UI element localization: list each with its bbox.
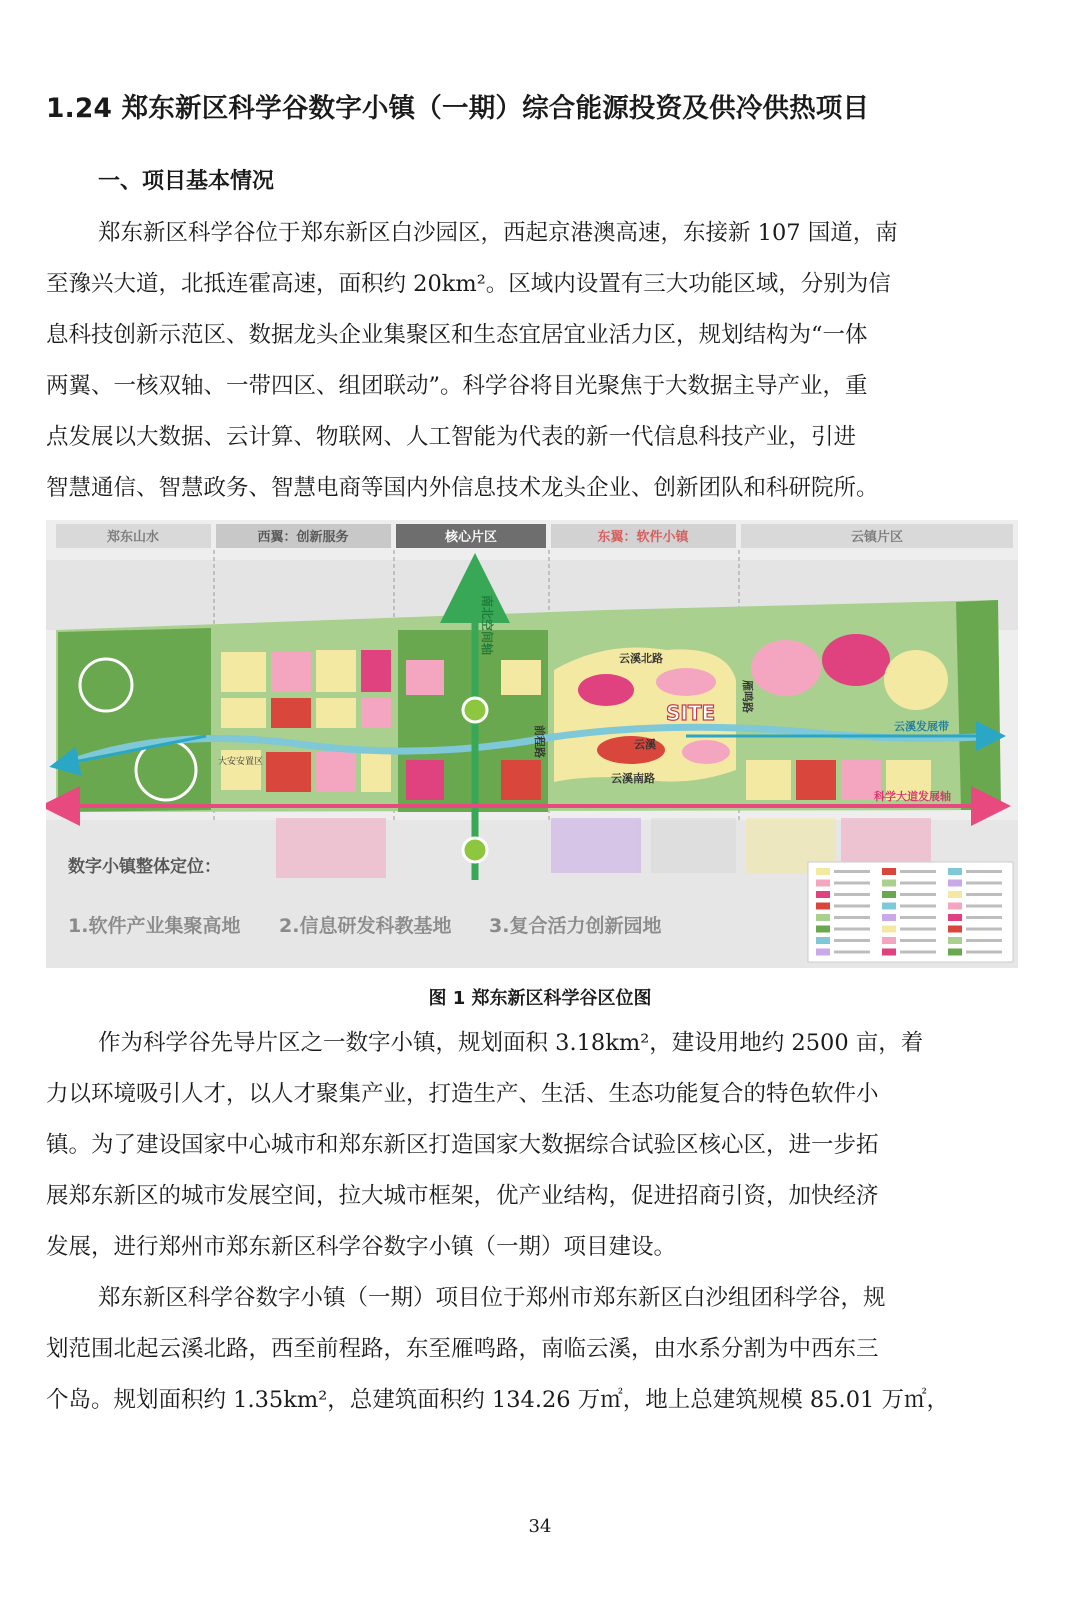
legend-label-placeholder [834,870,870,873]
paragraph-line: 展郑东新区的城市发展空间，拉大城市框架，优产业结构，促进招商引资，加快经济 [46,1183,879,1209]
paragraph-line: 点发展以大数据、云计算、物联网、人工智能为代表的新一代信息科技产业，引进 [46,424,857,450]
map-label-axis: 科学大道发展轴 [874,790,951,803]
legend-swatch [948,926,962,933]
map-label-site: SITE [666,701,716,725]
map-label-axis: 南北空间轴 [480,595,494,656]
legend-label-placeholder [900,939,936,942]
legend-label-placeholder [966,939,1002,942]
legend-swatch [816,891,830,898]
paragraph-line: 两翼、一核双轴、一带四区、组团联动”。科学谷将目光聚焦于大数据主导产业，重 [46,373,868,399]
legend-swatch [816,949,830,956]
legend-swatch [816,903,830,910]
legend-swatch [948,903,962,910]
legend-label-placeholder [834,951,870,954]
map-label-road: 云溪北路 [619,652,663,665]
paragraph-digital-town [46,1018,1018,1273]
legend-label-placeholder [900,905,936,908]
legend-swatch [882,914,896,921]
paragraph-line: 息科技创新示范区、数据龙头企业集聚区和生态宜居宜业活力区，规划结构为“一体 [46,322,868,348]
legend-label-placeholder [966,905,1002,908]
map-label-river: 云溪 [634,738,656,751]
legend-swatch [882,880,896,887]
legend-swatch [816,937,830,944]
paragraph-line: 至豫兴大道，北抵连霍高速，面积约 20km²。区域内设置有三大功能区域，分别为信 [46,271,891,297]
legend-label-placeholder [900,916,936,919]
legend-label-placeholder [900,882,936,885]
legend-swatch [948,880,962,887]
legend-label-placeholder [966,882,1002,885]
paragraph-line: 镇。为了建设国家中心城市和郑东新区打造国家大数据综合试验区核心区，进一步拓 [46,1132,879,1158]
paragraph-project-scope [46,1273,1018,1426]
legend-swatch [948,937,962,944]
section-title: 1.24 郑东新区科学谷数字小镇（一期）综合能源投资及供冷供热项目 [46,93,870,124]
map-label-belt: 云溪发展带 [894,720,949,733]
legend-swatch [882,903,896,910]
zone-tab-label: 西翼：创新服务 [257,530,349,545]
paragraph-line: 个岛。规划面积约 1.35km²，总建筑面积约 134.26 万㎡，地上总建筑规模 85.01 万㎡， [46,1387,949,1413]
map-label-road: 云溪南路 [611,772,655,785]
map-legend [808,862,1013,962]
paragraph-line: 发展，进行郑州市郑东新区科学谷数字小镇（一期）项目建设。 [46,1234,677,1260]
legend-label-placeholder [834,905,870,908]
legend-label-placeholder [900,928,936,931]
legend-label-placeholder [834,893,870,896]
legend-swatch [882,949,896,956]
positioning-title: 数字小镇整体定位： [68,857,221,877]
zone-tab-label: 郑东山水 [106,530,160,545]
west-park [58,628,211,812]
legend-label-placeholder [834,928,870,931]
axis-node [463,838,487,862]
paragraph-line: 力以环境吸引人才，以人才聚集产业，打造生产、生活、生态功能复合的特色软件小 [46,1081,879,1107]
zone-tab-label: 云镇片区 [850,530,904,545]
map-label-road: 前程路 [533,725,546,758]
legend-label-placeholder [966,951,1002,954]
legend-label-placeholder [900,893,936,896]
legend-label-placeholder [900,951,936,954]
legend-label-placeholder [834,882,870,885]
paragraph-line: 作为科学谷先导片区之一数字小镇，规划面积 3.18km²，建设用地约 2500 亩，着 [98,1030,924,1056]
legend-label-placeholder [900,870,936,873]
location-map-figure [46,520,1018,968]
positioning-item: 2.信息研发科教基地 [279,915,452,937]
paragraph-line: 郑东新区科学谷位于郑东新区白沙园区，西起京港澳高速，东接新 107 国道，南 [98,220,898,246]
legend-swatch [816,914,830,921]
west-wing-blocks [221,650,391,792]
legend-label-placeholder [966,870,1002,873]
page-number: 34 [528,1516,552,1537]
paragraph-line: 智慧通信、智慧政务、智慧电商等国内外信息技术龙头企业、创新团队和科研院所。 [46,475,879,501]
legend-label-placeholder [966,928,1002,931]
legend-label-placeholder [834,916,870,919]
zone-tab-label: 东翼：软件小镇 [597,530,689,545]
legend-swatch [948,891,962,898]
figure-caption: 图 1 郑东新区科学谷区位图 [428,988,652,1009]
legend-label-placeholder [966,893,1002,896]
legend-label-placeholder [834,939,870,942]
legend-label-placeholder [966,916,1002,919]
map-label-road: 雁鸣路 [741,680,754,713]
east-park [956,600,1001,810]
axis-node [463,698,487,722]
legend-swatch [882,868,896,875]
legend-swatch [882,891,896,898]
legend-swatch [882,937,896,944]
legend-swatch [948,868,962,875]
legend-swatch [948,914,962,921]
positioning-item: 3.复合活力创新园地 [489,915,662,937]
legend-swatch [816,926,830,933]
zone-tab-label: 核心片区 [444,530,498,545]
legend-swatch [816,868,830,875]
legend-swatch [948,949,962,956]
paragraph-line: 郑东新区科学谷数字小镇（一期）项目位于郑州市郑东新区白沙组团科学谷，规 [98,1285,886,1311]
paragraph-line: 划范围北起云溪北路，西至前程路，东至雁鸣路，南临云溪，由水系分割为中西东三 [46,1336,879,1362]
positioning-item: 1.软件产业集聚高地 [68,915,241,937]
legend-swatch [816,880,830,887]
legend-swatch [882,926,896,933]
location-map [46,520,1018,968]
section-subheading: 一、项目基本情况 [98,169,275,194]
map-label-area: 大安安置区 [218,757,264,767]
paragraph-intro [46,208,1018,514]
